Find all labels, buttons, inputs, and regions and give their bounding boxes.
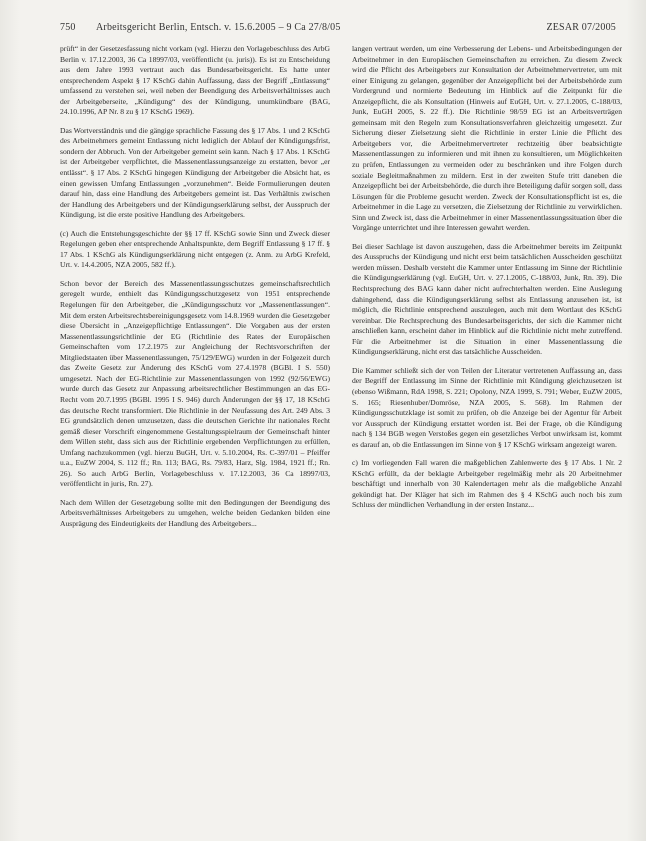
paragraph: Die Kammer schließt sich der von Teilen der Literatur vertretenen Auffassung an, dass der Begriff der Entlassung im Sinne der Richtlinie mit Kündigung gleichzusetzen ist (ebenso Wißmann, RdA 1998, S. 221; Opolony, NZA 1999, S. 791; Weber, EuZW 2005, S. 165; Riesenhuber/Domröse, NZA 2005, S. 568). Im Rahmen der Kündigungsschutzklage ist somit zu prüfen, ob die Anzeige bei der Agentur für Arbeit vor Ausspruch der Kündigung erstattet worden ist. Bei der Frage, ob die Kündigung nach § 134 BGB wegen Verstoßes gegen ein gesetzliches Verbot unwirksam ist, kommt es darauf an, ob die Entlassungen im Sinne von § 17 KSchG wirksam angezeigt waren. [352, 365, 622, 449]
paragraph: langen vertraut werden, um eine Verbesserung der Lebens- und Arbeitsbedingungen der Arbeitnehmer in den Europäischen Gemeinschaften zu erreichen. Zu diesem Zweck wird die Pflicht des Arbeitgebers zur Konsultation der Arbeitnehmervertreter, um mit einer Einigung zu gelangen, gegenüber der Anzeigepflicht bei der Arbeitsbehörde zum Vordergrund und normierte Bedeutung im Hinblick auf die Zeitpunkt für die Anzeigepflicht, die als Konsultation (Hinweis auf EuGH, Urt. v. 27.1.2005, C-188/03, Junk, EuGH 2005, S. 22 ff.). Die Richtlinie 98/59 EG ist an Arbeitsverträgen gemeinsam mit den Regeln zum Konsultationsverfahren gleichzeitig umgesetzt. Zur Sicherung dieser Zielsetzung sieht die Richtlinie in erster Linie die Pflicht des Arbeitgebers vor, die Arbeitnehmervertreter rechtzeitig über beabsichtigte Massenentlassungen zu informieren und mit ihnen zu konsultieren, um Möglichkeiten zu prüfen, Entlassungen zu vermeiden oder zu beschränken und ihre Folgen durch soziale Begleitmaßnahmen zu mildern. Erst in der zweiten Stufe tritt daneben die Anzeigepflicht bei der Arbeitsbehörde, die durch ihre Beteiligung dafür sorgen soll, dass Lösungen für die Probleme gesucht werden. Zweck der Konsultationspflicht ist es, die Arbeitnehmer in die Lage zu versetzen, die Zielsetzung der Richtlinie zu verwirklichen. Sinn und Zweck ist, dass die Arbeitnehmer in einer Massenentlassungssituation über die Vorgänge unterrichtet und ihre Interessen gewahrt werden. [352, 44, 622, 233]
running-head-citation: Arbeitsgericht Berlin, Entsch. v. 15.6.2005 – 9 Ca 27/8/05 [96, 22, 341, 33]
right-column [352, 44, 622, 820]
paragraph: prüft“ in der Gesetzesfassung nicht vorkam (vgl. Hierzu den Vorlagebeschluss des ArbG Berlin v. 17.12.2003, 36 Ca 18997/03, veröffentlicht (u. juris)). Es ist zu Entscheidung aus dem Jahre 1993 vertraut auch das Bundesarbeitsgericht. Es hatte unter entsprechendem Aspekt § 17 KSchG dahin Auffassung, dass der Begriff „Entlassung“ umfassend zu verstehen sei, weil neben der Beendigung des Arbeitsverhältnisses auch der Arbeitgeberseite, „Kündigung“ des der Kündigung, unumkündbare (BAG, 24.10.1996, AP Nr. 8 zu § 17 KSchG 1969). [60, 44, 330, 117]
page-number: 750 [60, 22, 76, 33]
paragraph: Schon bevor der Bereich des Massenentlassungsschutzes gemeinschaftsrechtlich geregelt wurde, enthielt das Kündigungsschutzgesetz von 1951 entsprechende Regelungen für den Arbeitgeber, die „Kündigungsschutz vor „Massenentlassungen“. Mit dem ersten Arbeitsrechtsbereinigungsgesetz vom 14.8.1969 wurden die Gesetzgeber diese Übersicht in „Anzeigepflichtige Entlassungen“. Die Vorgaben aus der ersten Massenentlassungsrichtlinie der EG (Richtlinie des Rates der Europäischen Gemeinschaften vom 17.2.1975 zur Angleichung der Rechtsvorschriften der Mitgliedstaaten über Massenentlassungen, 75/129/EWG) wurden in der Folgezeit durch das Zweite Gesetz zur Änderung des KSchG vom 27.4.1978 (BGBl. I S. 550) umgesetzt. Nach der EG-Richtlinie zur Massenentlassungen von 1992 (92/56/EWG) wurde durch das Gesetz zur Anpassung arbeitsrechtlicher Bestimmungen an das EG-Recht vom 20.7.1995 (BGBl. 1995 I S. 946) durch Änderungen der §§ 17, 18 KSchG das deutsche Recht transformiert. Die Richtlinie in der Neufassung des Art. 249 Abs. 3 EG grundsätzlich denen umzusetzen, dass die deutschen Gerichte ihr nationales Recht gemäß dieser Vorschrift eingenommene Gestaltungsspielraum der Gemeinschaft hinter dem Willen steht, dass sich aus der Richtlinie ergebenden Verpflichtungen zu erfüllen, Umfang nachzukommen (vgl. hierzu BuGH, Urt. v. 5.10.2004, Rs. C-397/01 – Pfeiffer u.a., EuZW 2004, S. 112 ff.; Rn. 113; BAG, Rs. 79/83, Harz, Slg. 1984, 1921 ff.; Rn. 26). So auch ArbG Berlin, Vorlagebeschluss v. 17.12.2003, 36 Ca 18997/03, veröffentlicht in juris, Rn. 27). [60, 278, 330, 489]
paragraph: Nach dem Willen der Gesetzgebung sollte mit den Bedingungen der Beendigung des Arbeitsverhältnisses Arbeitgebers zu umgehen, welche beiden Gedanken bilden eine Ausprägung des Eindeutigkeits der Handlung des Arbeitgebers... [60, 497, 330, 528]
page-header [60, 22, 616, 36]
paragraph: Das Wortverständnis und die gängige sprachliche Fassung des § 17 Abs. 1 und 2 KSchG des Arbeitnehmers gemeint Entlassung nicht lediglich der Ablauf der Kündigungsfrist, sondern der Abbruch. Von der Arbeitgeber gemeint sein kann. Nach § 17 Abs. 1 KSchG ist der Arbeitgeber verpflichtet, die Massenentlassungsanzeige zu erstatten, bevor „er entlässt“. § 17 Abs. 2 KSchG hingegen Kündigung der Arbeitgeber die Absicht hat, es einen gewissen Umfang Entlassungen „vorzunehmen“. Beide Formulierungen deuten darauf hin, dass eine Handlung des Arbeitgebers gemeint ist. Das Verhältnis zwischen der Handlung des Arbeitgebers und der Kündigungserklärung selbst, der Ausspruch der Kündigung, ist die erste positive Handlung des Arbeitgebers. [60, 125, 330, 220]
paragraph: c) Im vorliegenden Fall waren die maßgeblichen Zahlenwerte des § 17 Abs. 1 Nr. 2 KSchG erfüllt, da der beklagte Arbeitgeber regelmäßig mehr als 20 Arbeitnehmer beschäftigt und innerhalb von 30 Kalendertagen mehr als die maßgebliche Anzahl gekündigt hat. Der Kläger hat sich im Rahmen des § 4 KSchG auch noch bis zum Schluss der mündlichen Verhandlung in der ersten Instanz... [352, 458, 622, 510]
journal-reference: ZESAR 07/2005 [546, 22, 616, 33]
left-column [60, 44, 330, 820]
paragraph: (c) Auch die Entstehungsgeschichte der §§ 17 ff. KSchG sowie Sinn und Zweck dieser Regelungen geben eher entsprechende Anhaltspunkte, dem Begriff Entlassung § 17 ff. § 17 Abs. 1 KSchG als Kündigungserklärung nicht entgegen (z. Anm. zu ArbG Krefeld, Urt. v. 14.4.2005, NZA 2005, 582 ff.). [60, 228, 330, 270]
paragraph: Bei dieser Sachlage ist davon auszugehen, dass die Arbeitnehmer bereits im Zeitpunkt des Ausspruchs der Kündigung und nicht erst beim tatsächlichen Ausscheiden geschützt werden müssen. Deshalb versteht die Kammer unter Entlassung im Sinne der Richtlinie die Kündigungserklärung (vgl. EuGH, Urt. v. 27.1.2005, C-188/03, Junk, Rn. 39). Die Rechtsprechung des BAG kann daher nicht aufrechterhalten werden. Eine Auslegung dahingehend, dass die Kündigungserklärung selbst als Entlassung anzusehen ist, ist möglich, die Richtlinie entsprechend auszulegen, auch mit dem Wortlaut des KSchG vereinbar. Die Rechtsprechung des Bundesarbeitsgerichts, der sich die Kammer nicht anschließen kann, erscheint daher im Hinblick auf die Richtlinie nicht mehr zutreffend. Für die Arbeitnehmer ist die Situation in einer Massenentlassung die Kündigungserklärung, nicht erst das tatsächliche Ausscheiden. [352, 241, 622, 357]
